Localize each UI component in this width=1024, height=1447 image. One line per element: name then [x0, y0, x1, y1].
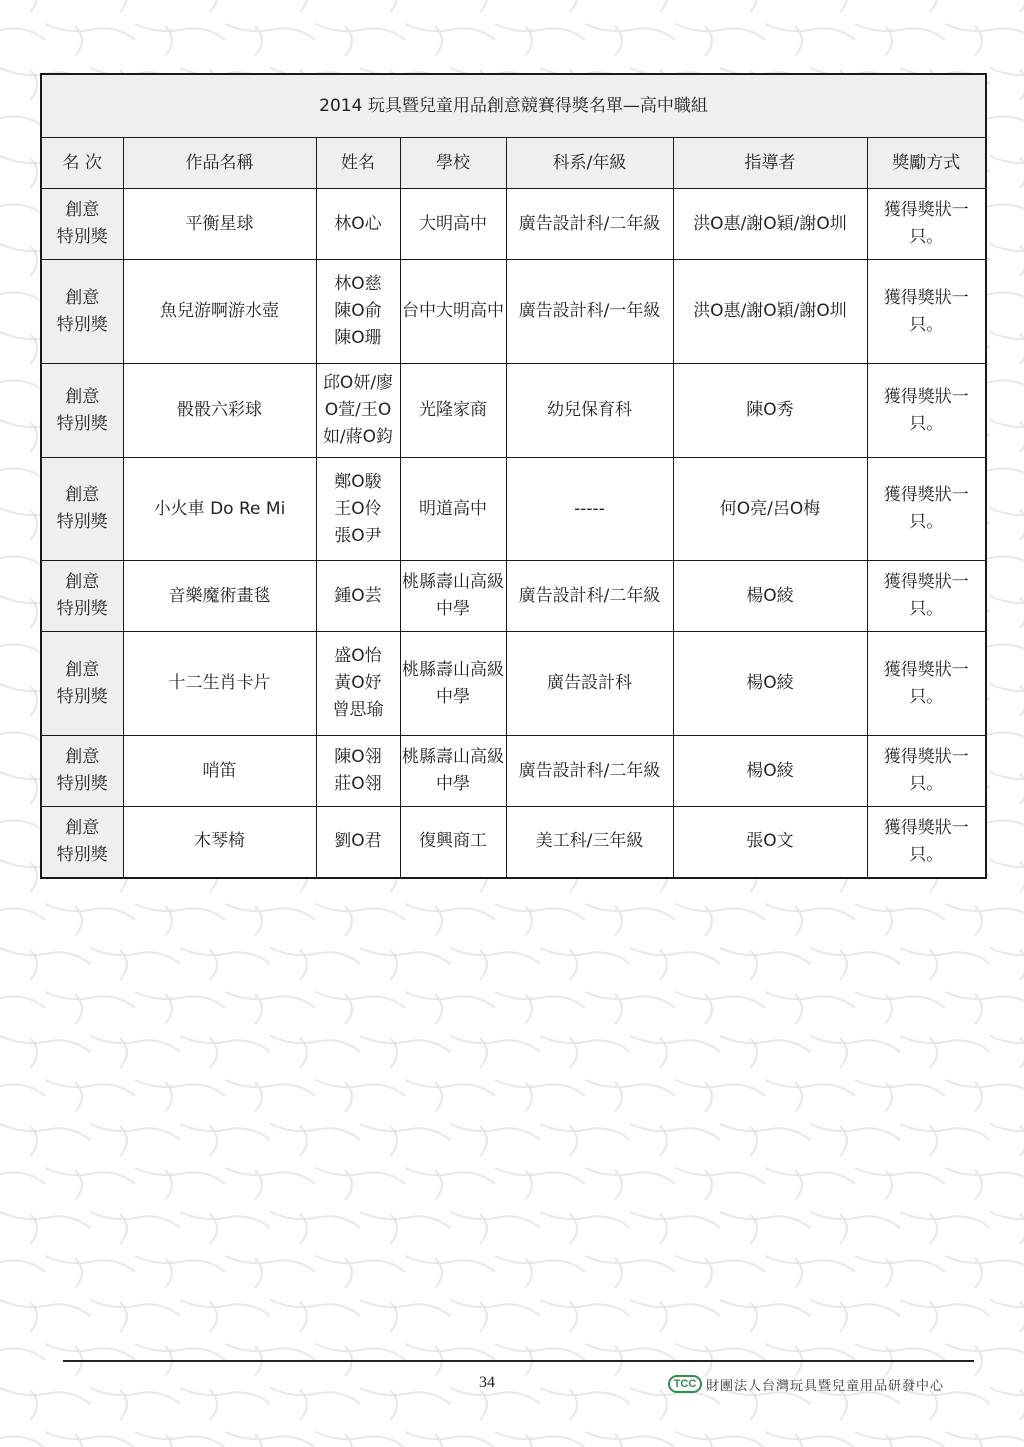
wave-stroke [0, 1432, 45, 1447]
wave-stroke [765, 24, 855, 40]
work-title-cell: 平衡星球 [123, 189, 316, 260]
wave-stroke [585, 1344, 675, 1360]
wave-stroke [480, 0, 487, 12]
school-cell: 桃縣壽山高級中學 [400, 632, 506, 736]
wave-stroke [270, 1300, 360, 1316]
wave-stroke [990, 1212, 1024, 1228]
wave-stroke [270, 1124, 360, 1140]
wave-stroke [765, 1432, 855, 1447]
wave-stroke [180, 1388, 270, 1404]
wave-stroke [0, 376, 45, 392]
wave-stroke [945, 1080, 1024, 1096]
table-body [41, 189, 986, 878]
wave-stroke [495, 1256, 585, 1272]
wave-stroke [990, 508, 1024, 524]
wave-stroke [840, 0, 847, 12]
name-cell: 邱O妍/廖O萱/王O如/蔣O鈞 [316, 364, 400, 458]
department-grade-cell: 廣告設計科 [506, 632, 673, 736]
wave-stroke [765, 1256, 855, 1272]
wave-stroke [270, 948, 360, 964]
wave-stroke [450, 1036, 540, 1052]
school-cell: 台中大明高中 [400, 260, 506, 364]
wave-stroke [75, 1434, 82, 1447]
wave-stroke [585, 1080, 675, 1096]
wave-stroke [180, 1300, 270, 1316]
reward-cell: 獲得獎狀一只。 [867, 561, 986, 632]
advisor-cell: 楊O綾 [673, 632, 867, 736]
wave-stroke [135, 1432, 225, 1447]
header-name: 姓名 [316, 138, 400, 189]
rank-cell: 創意 特別獎 [41, 632, 123, 736]
wave-stroke [675, 1432, 765, 1447]
wave-stroke [990, 860, 1024, 876]
wave-stroke [945, 904, 1024, 920]
wave-stroke [990, 1124, 1024, 1140]
wave-stroke [585, 24, 675, 40]
wave-stroke [30, 0, 37, 12]
wave-stroke [255, 1434, 262, 1447]
department-grade-cell: 美工科/三年級 [506, 807, 673, 878]
name-cell: 林O心 [316, 189, 400, 260]
wave-stroke [945, 1256, 1024, 1272]
reward-cell: 獲得獎狀一只。 [867, 364, 986, 458]
wave-stroke [0, 1080, 45, 1096]
wave-stroke [405, 1080, 495, 1096]
wave-stroke [540, 1300, 630, 1316]
school-cell: 桃縣壽山高級中學 [400, 736, 506, 807]
wave-stroke [765, 1168, 855, 1184]
wave-stroke [720, 1036, 810, 1052]
wave-stroke [885, 1434, 892, 1447]
work-title-cell: 小火車 Do Re Mi [123, 458, 316, 561]
department-grade-cell: 幼兒保育科 [506, 364, 673, 458]
wave-stroke [990, 596, 1024, 612]
wave-stroke [405, 24, 495, 40]
wave-stroke [765, 1344, 855, 1360]
wave-stroke [315, 1432, 405, 1447]
wave-stroke [540, 1388, 630, 1404]
wave-stroke [675, 1080, 765, 1096]
wave-stroke [225, 24, 315, 40]
wave-stroke [45, 1256, 135, 1272]
department-grade-cell: ----- [506, 458, 673, 561]
header-school: 學校 [400, 138, 506, 189]
wave-stroke [180, 948, 270, 964]
wave-stroke [570, 0, 577, 12]
header-rank: 名 次 [41, 138, 123, 189]
wave-stroke [945, 24, 1024, 40]
wave-stroke [225, 992, 315, 1008]
wave-stroke [405, 1344, 495, 1360]
wave-stroke [135, 24, 225, 40]
wave-stroke [405, 1256, 495, 1272]
wave-stroke [450, 1124, 540, 1140]
wave-stroke [435, 1434, 442, 1447]
wave-stroke [225, 1080, 315, 1096]
school-cell: 桃縣壽山高級中學 [400, 561, 506, 632]
awards-table [40, 73, 987, 879]
wave-stroke [225, 1256, 315, 1272]
wave-stroke [0, 1388, 90, 1404]
wave-stroke [0, 288, 45, 304]
reward-cell: 獲得獎狀一只。 [867, 458, 986, 561]
wave-stroke [405, 1432, 495, 1447]
advisor-cell: 洪O惠/謝O穎/謝O圳 [673, 189, 867, 260]
wave-stroke [720, 1124, 810, 1140]
wave-stroke [0, 1168, 45, 1184]
wave-stroke [675, 1256, 765, 1272]
reward-cell: 獲得獎狀一只。 [867, 632, 986, 736]
wave-stroke [810, 948, 900, 964]
wave-stroke [855, 992, 945, 1008]
wave-stroke [675, 904, 765, 920]
wave-stroke [90, 1036, 180, 1052]
wave-stroke [975, 1434, 982, 1447]
wave-stroke [225, 1344, 315, 1360]
department-grade-cell: 廣告設計科/二年級 [506, 189, 673, 260]
wave-stroke [180, 1124, 270, 1140]
wave-stroke [720, 1300, 810, 1316]
name-cell: 鄭O駿 王O伶 張O尹 [316, 458, 400, 561]
rank-cell: 創意 特別獎 [41, 561, 123, 632]
wave-stroke [615, 1434, 622, 1447]
header-department-grade: 科系/年級 [506, 138, 673, 189]
reward-cell: 獲得獎狀一只。 [867, 736, 986, 807]
wave-stroke [0, 112, 45, 128]
advisor-cell: 陳O秀 [673, 364, 867, 458]
wave-stroke [990, 1300, 1024, 1316]
footer-organization [668, 1372, 944, 1396]
page-number: 34 [479, 1374, 495, 1391]
wave-stroke [135, 904, 225, 920]
wave-stroke [0, 1256, 45, 1272]
advisor-cell: 張O文 [673, 807, 867, 878]
wave-stroke [270, 1212, 360, 1228]
wave-stroke [765, 992, 855, 1008]
rank-cell: 創意 特別獎 [41, 458, 123, 561]
wave-stroke [45, 24, 135, 40]
header-work-title: 作品名稱 [123, 138, 316, 189]
wave-stroke [495, 1344, 585, 1360]
rank-cell: 創意 特別獎 [41, 189, 123, 260]
wave-stroke [0, 904, 45, 920]
wave-stroke [495, 904, 585, 920]
wave-stroke [900, 1212, 990, 1228]
name-cell: 盛O怡 黃O妤 曾思瑜 [316, 632, 400, 736]
wave-stroke [315, 1080, 405, 1096]
wave-stroke [855, 24, 945, 40]
wave-stroke [135, 1080, 225, 1096]
organization-name: 財團法人台灣玩具暨兒童用品研發中心 [706, 1378, 945, 1394]
wave-stroke [0, 948, 90, 964]
wave-stroke [495, 992, 585, 1008]
wave-stroke [630, 1212, 720, 1228]
rank-cell: 創意 特別獎 [41, 736, 123, 807]
wave-stroke [45, 1344, 135, 1360]
wave-stroke [585, 992, 675, 1008]
table-row [41, 364, 986, 458]
school-cell: 大明高中 [400, 189, 506, 260]
wave-stroke [810, 1300, 900, 1316]
wave-stroke [90, 948, 180, 964]
wave-stroke [225, 1432, 315, 1447]
wave-stroke [675, 24, 765, 40]
wave-stroke [855, 1344, 945, 1360]
wave-stroke [135, 1344, 225, 1360]
name-cell: 鍾O芸 [316, 561, 400, 632]
wave-stroke [795, 1434, 802, 1447]
wave-stroke [270, 1388, 360, 1404]
wave-stroke [765, 904, 855, 920]
wave-stroke [405, 992, 495, 1008]
wave-stroke [0, 992, 45, 1008]
wave-stroke [750, 0, 757, 12]
header-advisor: 指導者 [673, 138, 867, 189]
name-cell: 劉O君 [316, 807, 400, 878]
wave-stroke [360, 1388, 450, 1404]
wave-stroke [855, 1256, 945, 1272]
table-row [41, 260, 986, 364]
table-row [41, 807, 986, 878]
wave-stroke [135, 1168, 225, 1184]
wave-stroke [90, 1300, 180, 1316]
wave-stroke [225, 1168, 315, 1184]
wave-stroke [45, 904, 135, 920]
table-row [41, 458, 986, 561]
table-row [41, 189, 986, 260]
rank-cell: 創意 特別獎 [41, 260, 123, 364]
wave-stroke [540, 1212, 630, 1228]
wave-stroke [390, 0, 397, 12]
wave-stroke [45, 992, 135, 1008]
wave-stroke [990, 332, 1024, 348]
wave-stroke [990, 948, 1024, 964]
wave-stroke [540, 1036, 630, 1052]
wave-stroke [360, 1212, 450, 1228]
wave-stroke [705, 1434, 712, 1447]
wave-stroke [120, 0, 127, 12]
header-reward: 獎勵方式 [867, 138, 986, 189]
advisor-cell: 楊O綾 [673, 561, 867, 632]
tcc-logo-icon: TCC [668, 1375, 702, 1393]
wave-stroke [540, 1124, 630, 1140]
wave-stroke [0, 200, 45, 216]
table-row [41, 736, 986, 807]
wave-stroke [300, 0, 307, 12]
wave-stroke [0, 640, 45, 656]
wave-stroke [630, 1036, 720, 1052]
wave-stroke [0, 1036, 90, 1052]
wave-stroke [450, 1300, 540, 1316]
wave-stroke [0, 1344, 45, 1360]
table-header-row [41, 138, 986, 189]
wave-stroke [990, 244, 1024, 260]
wave-stroke [585, 1168, 675, 1184]
wave-stroke [180, 1212, 270, 1228]
awards-table-container [40, 73, 985, 879]
wave-stroke [855, 1080, 945, 1096]
wave-stroke [525, 1434, 532, 1447]
school-cell: 明道高中 [400, 458, 506, 561]
wave-stroke [585, 904, 675, 920]
rank-cell: 創意 特別獎 [41, 807, 123, 878]
wave-stroke [315, 1344, 405, 1360]
wave-stroke [810, 1036, 900, 1052]
wave-stroke [360, 1300, 450, 1316]
advisor-cell: 楊O綾 [673, 736, 867, 807]
wave-stroke [0, 1212, 90, 1228]
wave-stroke [945, 992, 1024, 1008]
wave-stroke [720, 1212, 810, 1228]
department-grade-cell: 廣告設計科/二年級 [506, 561, 673, 632]
wave-stroke [810, 1124, 900, 1140]
wave-stroke [405, 904, 495, 920]
wave-stroke [810, 1212, 900, 1228]
footer-divider [63, 1360, 974, 1362]
wave-stroke [945, 1168, 1024, 1184]
table-row [41, 561, 986, 632]
wave-stroke [360, 948, 450, 964]
wave-stroke [0, 816, 45, 832]
wave-stroke [900, 1124, 990, 1140]
advisor-cell: 何O亮/呂O梅 [673, 458, 867, 561]
wave-stroke [675, 1168, 765, 1184]
wave-stroke [720, 948, 810, 964]
work-title-cell: 魚兒游啊游水壺 [123, 260, 316, 364]
wave-stroke [135, 1256, 225, 1272]
wave-stroke [270, 1036, 360, 1052]
work-title-cell: 哨笛 [123, 736, 316, 807]
wave-stroke [675, 992, 765, 1008]
wave-stroke [450, 1212, 540, 1228]
wave-stroke [405, 1168, 495, 1184]
wave-stroke [945, 1432, 1024, 1447]
wave-stroke [990, 1036, 1024, 1052]
wave-stroke [855, 1432, 945, 1447]
name-cell: 林O慈 陳O俞 陳O珊 [316, 260, 400, 364]
table-title: 2014 玩具暨兒童用品創意競賽得獎名單—高中職組 [41, 74, 986, 138]
wave-stroke [900, 1036, 990, 1052]
wave-stroke [315, 24, 405, 40]
wave-stroke [1020, 0, 1024, 12]
wave-stroke [0, 464, 45, 480]
wave-stroke [990, 156, 1024, 172]
reward-cell: 獲得獎狀一只。 [867, 189, 986, 260]
wave-stroke [225, 904, 315, 920]
wave-stroke [495, 24, 585, 40]
wave-stroke [0, 552, 45, 568]
wave-stroke [45, 1168, 135, 1184]
wave-stroke [345, 1434, 352, 1447]
wave-stroke [315, 1168, 405, 1184]
wave-stroke [660, 0, 667, 12]
work-title-cell: 十二生肖卡片 [123, 632, 316, 736]
wave-stroke [630, 1124, 720, 1140]
reward-cell: 獲得獎狀一只。 [867, 807, 986, 878]
wave-stroke [990, 420, 1024, 436]
wave-stroke [990, 772, 1024, 788]
work-title-cell: 木琴椅 [123, 807, 316, 878]
wave-stroke [90, 1212, 180, 1228]
wave-stroke [855, 904, 945, 920]
wave-stroke [360, 1036, 450, 1052]
wave-stroke [165, 1434, 172, 1447]
wave-stroke [900, 948, 990, 964]
wave-stroke [90, 1388, 180, 1404]
department-grade-cell: 廣告設計科/二年級 [506, 736, 673, 807]
wave-stroke [540, 948, 630, 964]
wave-stroke [45, 1432, 135, 1447]
wave-stroke [495, 1080, 585, 1096]
wave-stroke [990, 1388, 1024, 1404]
wave-stroke [315, 1256, 405, 1272]
reward-cell: 獲得獎狀一只。 [867, 260, 986, 364]
wave-stroke [0, 728, 45, 744]
wave-stroke [360, 1124, 450, 1140]
wave-stroke [630, 948, 720, 964]
school-cell: 復興商工 [400, 807, 506, 878]
wave-stroke [900, 1300, 990, 1316]
wave-stroke [180, 1036, 270, 1052]
wave-stroke [495, 1432, 585, 1447]
wave-stroke [0, 1300, 90, 1316]
table-row [41, 632, 986, 736]
wave-stroke [930, 0, 937, 12]
wave-stroke [90, 1124, 180, 1140]
name-cell: 陳O翎 莊O翎 [316, 736, 400, 807]
wave-stroke [0, 24, 45, 40]
wave-stroke [855, 1168, 945, 1184]
wave-stroke [585, 1256, 675, 1272]
wave-stroke [585, 1432, 675, 1447]
wave-stroke [675, 1344, 765, 1360]
advisor-cell: 洪O惠/謝O穎/謝O圳 [673, 260, 867, 364]
wave-stroke [765, 1080, 855, 1096]
school-cell: 光隆家商 [400, 364, 506, 458]
wave-stroke [210, 0, 217, 12]
work-title-cell: 音樂魔術畫毯 [123, 561, 316, 632]
wave-stroke [45, 1080, 135, 1096]
wave-stroke [315, 992, 405, 1008]
department-grade-cell: 廣告設計科/一年級 [506, 260, 673, 364]
wave-stroke [990, 684, 1024, 700]
wave-stroke [450, 948, 540, 964]
wave-stroke [630, 1300, 720, 1316]
wave-stroke [990, 68, 1024, 84]
wave-stroke [0, 1124, 90, 1140]
wave-stroke [495, 1168, 585, 1184]
wave-stroke [135, 992, 225, 1008]
wave-stroke [315, 904, 405, 920]
rank-cell: 創意 特別獎 [41, 364, 123, 458]
wave-stroke [945, 1344, 1024, 1360]
work-title-cell: 骰骰六彩球 [123, 364, 316, 458]
